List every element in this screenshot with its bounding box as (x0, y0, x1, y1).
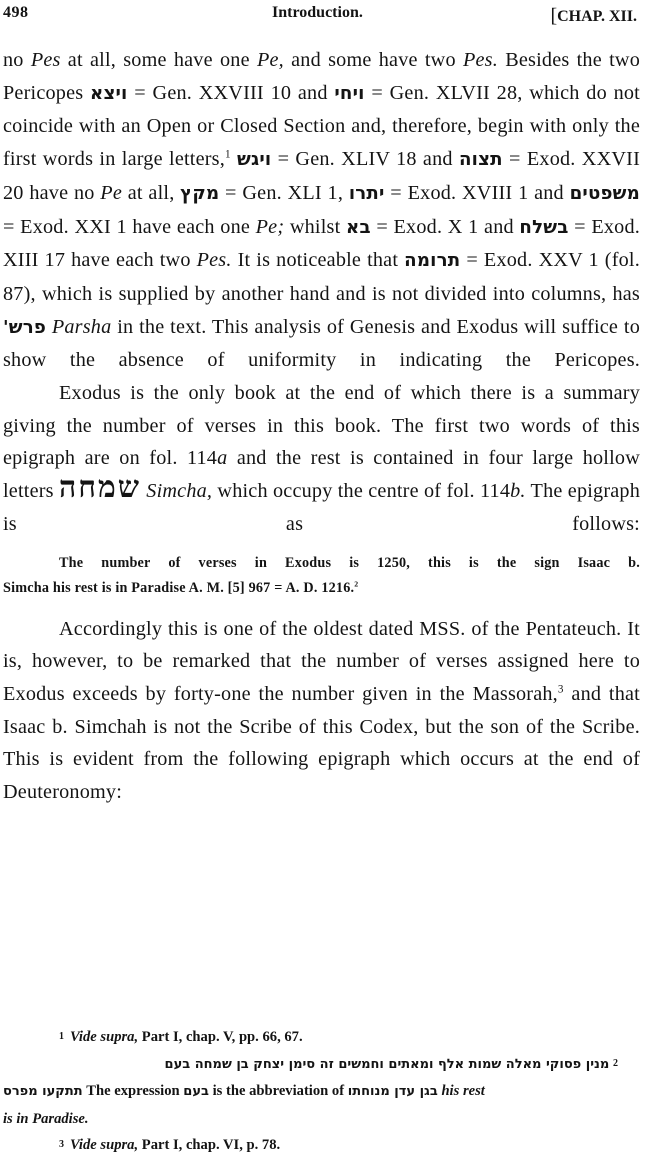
running-title: Introduction. (272, 4, 363, 21)
footnote-ref: 1 (224, 148, 231, 161)
epigraph-line: The number of verses in Exodus is 1250, this is the sign Isaac b. (59, 554, 640, 571)
epigraph-line: Simcha his rest is in Paradise A. M. [5] 967 = A. D. 1216.$^2$ (3, 578, 359, 596)
footnote-2-continuation: is in Paradise. (3, 1110, 89, 1127)
hebrew-term: בשלח (519, 216, 569, 238)
hebrew-term: תצוה (458, 149, 503, 171)
main-text (3, 44, 640, 809)
running-header (0, 4, 647, 30)
hebrew-term: פרש' (3, 316, 47, 338)
hebrew-term: תרומה (404, 250, 461, 272)
hebrew-term: משפטים (569, 182, 641, 204)
hebrew-term: יתרו (348, 182, 385, 204)
paragraph-oldest-mss: Accordingly this is one of the oldest dated MSS. of the Pentateuch. It is, however, to be remarked that the number of verses assigned here to Exodus exceeds by forty-one the number given in the Massorah,$^3$ and that Isaac b. Simchah is not the Scribe of this Codex, but the son of the Scribe. This is evident from the following epigraph which occurs at the end of Deuteronomy: (3, 617, 640, 804)
hebrew-term: בא (346, 216, 371, 238)
footnotes (3, 1024, 640, 1159)
hebrew-term: ויחי (334, 82, 365, 104)
paragraph-pericopes: no Pes at all, some have one Pe, and some have two Pes. Besides the two Pericopes ויצא = Gen. XXVIII 10 and ויחי = Gen. XLVII 28, which do not coincide with an Open or Closed Section and, therefore, begin with only the first words in large letters,$^1$ ויגש = Gen. XLIV 18 and תצוה = Exod. XXVII 20 have no Pe at all, מקץ = Gen. XLI 1, יתרו = Exod. XVIII 1 and משפטים = Exod. XXI 1 have each one Pe; whilst בא = Exod. X 1 and בשלח = Exod. XIII 17 have each two Pes. It is noticeable that תרומה = Exod. XXV 1 (fol. 87), which is supplied by another hand and is not divided into columns, has פרש' Parsha in the text. This analysis of Genesis and Exodus will suffice to show the absence of uniformity in indicating the Pericopes. (3, 49, 641, 372)
hebrew-hollow-letters: שמחה (58, 470, 142, 506)
footnote-2-explanation: תתקעו מפרס The expression בעם is the abbreviation of בגן עדן מנוחתו his rest (3, 1083, 485, 1099)
chapter-label: [ CHAP. XII. (550, 4, 637, 27)
page-number: 498 (3, 4, 29, 21)
footnote-3: $^3$ Vide supra, Part I, chap. VI, p. 78. (59, 1137, 281, 1153)
footnote-1: $^1$ Vide supra, Part I, chap. V, pp. 66, 67. (59, 1029, 303, 1045)
epigraph-quote (3, 551, 640, 601)
hebrew-term: מקץ (180, 182, 220, 204)
hebrew-term: ויגש (237, 149, 272, 171)
footnote-2-hebrew: מנין פסוקי מאלה שמות אלף ומאתים וחמשים זה סימן יצחק בן שמחה בעם $^2$ (164, 1056, 618, 1072)
hebrew-term: ויצא (90, 82, 128, 104)
footnote-ref: 2 (354, 578, 359, 588)
footnote-ref: 3 (557, 683, 564, 696)
paragraph-exodus-summary: Exodus is the only book at the end of which there is a summary giving the number of verses in this book. The first two words of this epigraph are on fol. 114a and the rest is contained in four large hollow letters שמחה Simcha, which occupy the centre of fol. 114b. The epigraph is as follows: (3, 382, 641, 535)
